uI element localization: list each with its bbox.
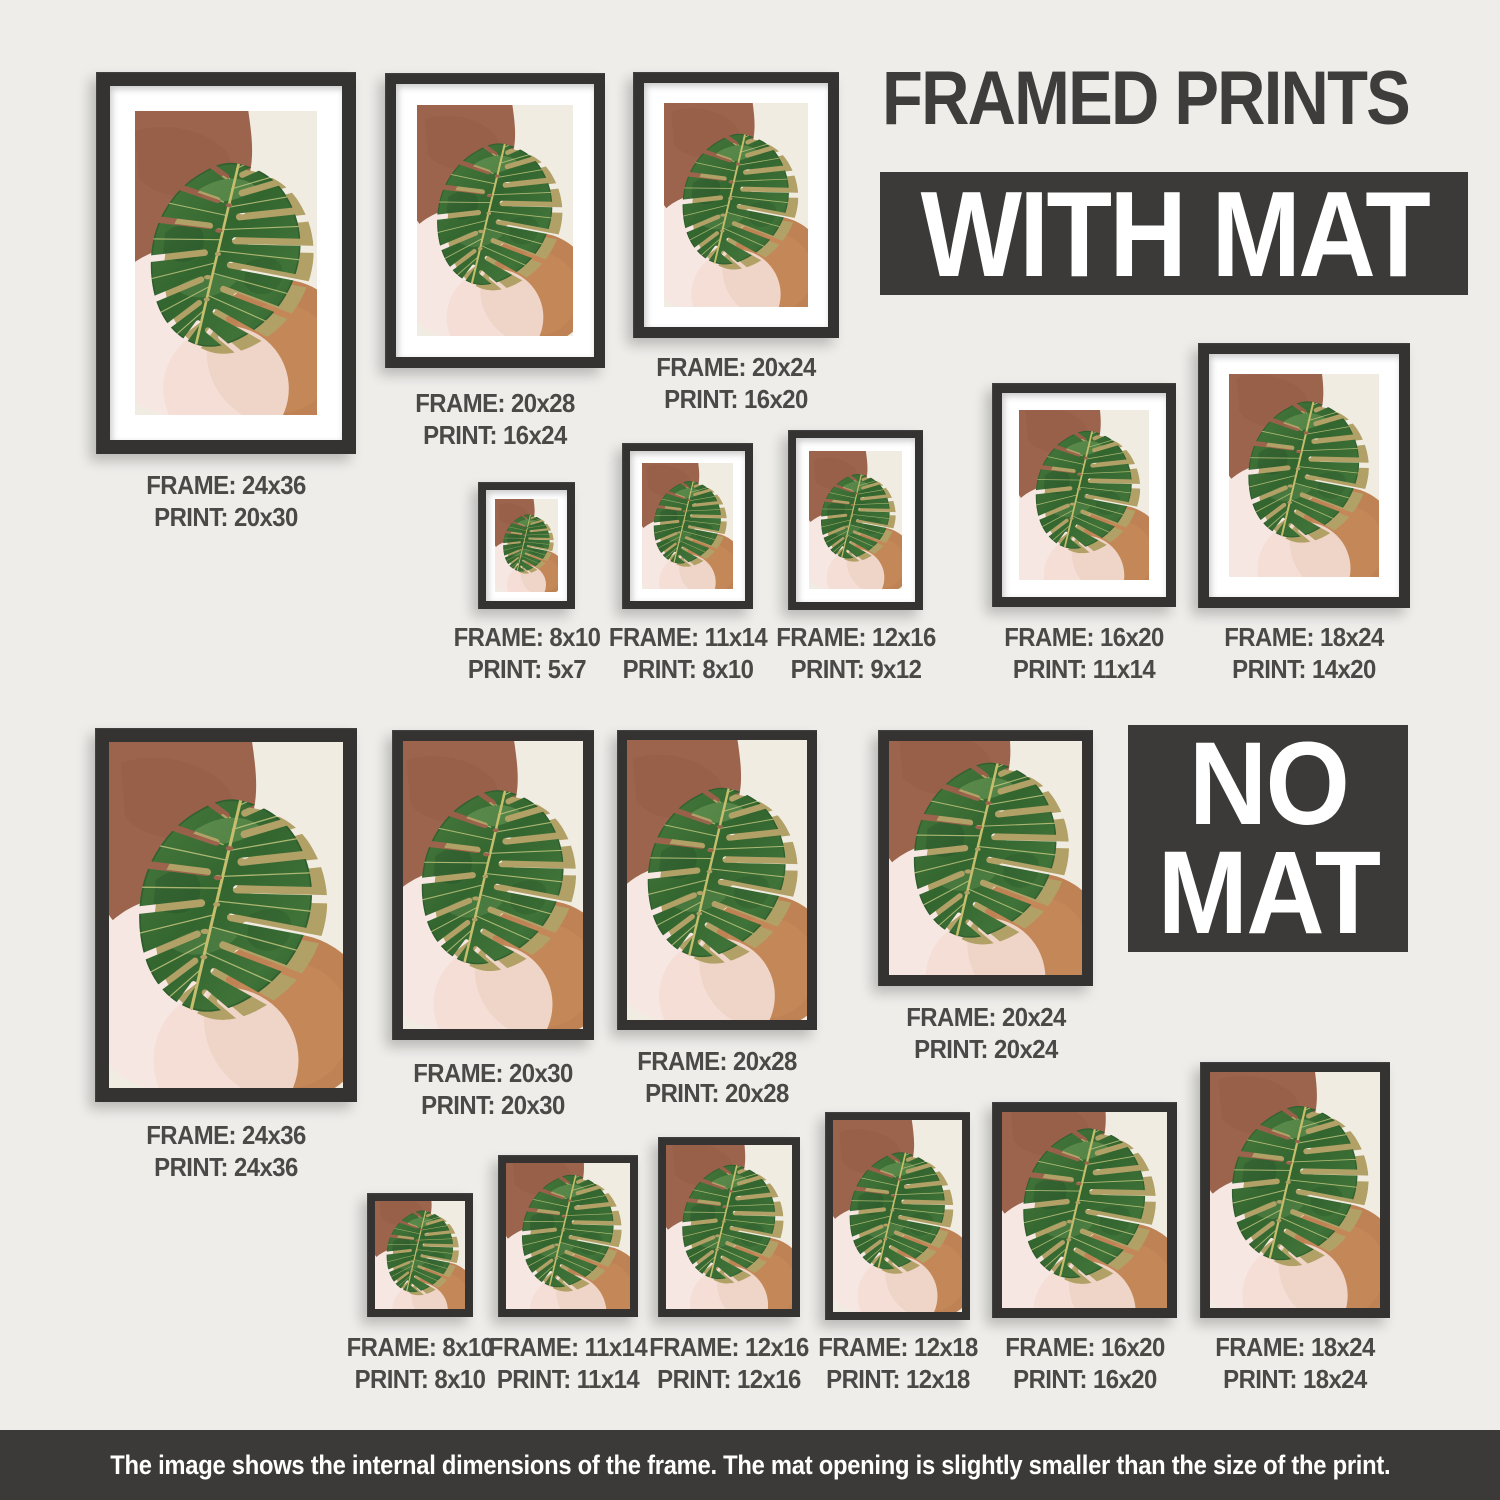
frame-size-text: FRAME: 24x36 [146, 470, 306, 500]
framed-print-20x24-no-mat [878, 730, 1093, 986]
frame-size-text: FRAME: 24x36 [146, 1120, 306, 1150]
size-label [79, 1120, 373, 1183]
framed-print-11x14-with-mat [622, 443, 753, 609]
frame-size-text: FRAME: 20x28 [415, 388, 575, 418]
frame-size-text: FRAME: 8x10 [453, 622, 600, 652]
print-size-text: PRINT: 8x10 [622, 653, 753, 684]
mat-board [486, 490, 567, 601]
framed-print-24x36-with-mat [96, 72, 356, 454]
framed-print-20x28-no-mat [617, 730, 817, 1030]
size-label [79, 470, 373, 533]
print-size-text: PRINT: 14x20 [1232, 653, 1376, 684]
frame-size-text: FRAME: 8x10 [346, 1332, 494, 1362]
mat-board [630, 451, 745, 601]
framed-print-20x24-with-mat [633, 72, 839, 338]
size-label [1148, 1332, 1442, 1395]
mat-board [1209, 354, 1399, 597]
mat-board [110, 86, 342, 440]
mat-board [796, 438, 915, 602]
monstera-artwork [666, 1145, 792, 1309]
frame-size-text: FRAME: 11x14 [488, 1332, 648, 1362]
monstera-artwork [1229, 374, 1379, 577]
size-label [1157, 622, 1451, 685]
mat-board [396, 84, 594, 357]
framed-print-18x24-no-mat [1200, 1062, 1390, 1318]
framed-print-20x28-with-mat [385, 73, 605, 368]
framed-print-20x30-no-mat [392, 730, 594, 1040]
print-size-text: PRINT: 20x30 [421, 1089, 565, 1120]
frame-size-text: FRAME: 18x24 [1215, 1332, 1375, 1362]
monstera-artwork [1210, 1072, 1380, 1308]
framed-print-24x36-no-mat [95, 728, 357, 1102]
frame-size-text: FRAME: 16x20 [1004, 622, 1164, 652]
framed-print-16x20-no-mat [992, 1102, 1177, 1318]
print-size-text: PRINT: 16x20 [664, 383, 808, 414]
monstera-artwork [664, 103, 808, 307]
frame-size-text: FRAME: 16x20 [1004, 1332, 1165, 1362]
print-size-text: PRINT: 9x12 [790, 653, 921, 684]
print-size-text: PRINT: 12x16 [657, 1363, 801, 1394]
monstera-artwork [403, 741, 583, 1029]
frame-size-text: FRAME: 12x16 [775, 622, 936, 652]
size-label [570, 1046, 864, 1109]
framed-print-18x24-with-mat [1198, 343, 1410, 608]
no-mat-badge [1128, 717, 1408, 959]
monstera-artwork [1002, 1112, 1167, 1308]
framed-print-12x18-no-mat [825, 1112, 970, 1320]
size-label [838, 1002, 1132, 1065]
footer-note: The image shows the internal dimensions of the frame. The mat opening is slightly smaller than the size of the print. [109, 1449, 1391, 1480]
frame-size-text: FRAME: 12x18 [817, 1332, 978, 1362]
monstera-artwork [1019, 410, 1149, 580]
monstera-artwork [809, 451, 902, 589]
framed-print-8x10-with-mat [478, 482, 575, 609]
monstera-artwork [642, 463, 733, 589]
print-size-text: PRINT: 12x18 [825, 1363, 970, 1394]
monstera-artwork [375, 1201, 465, 1309]
framed-print-12x16-no-mat [658, 1137, 800, 1317]
frame-size-text: FRAME: 20x30 [413, 1058, 573, 1088]
print-size-text: PRINT: 16x20 [1012, 1363, 1157, 1394]
monstera-artwork [417, 105, 573, 336]
monstera-artwork [109, 742, 343, 1088]
print-size-text: PRINT: 24x36 [154, 1151, 298, 1182]
print-size-text: PRINT: 11x14 [1012, 653, 1156, 684]
mat-board [1002, 393, 1166, 597]
print-size-text: PRINT: 20x28 [645, 1077, 789, 1108]
framed-print-11x14-no-mat [498, 1155, 638, 1317]
print-size-text: PRINT: 20x30 [154, 501, 298, 532]
framed-print-8x10-no-mat [367, 1193, 473, 1317]
monstera-artwork [833, 1120, 962, 1312]
size-label [589, 352, 883, 415]
with-mat-badge-text: WITH MAT [920, 165, 1428, 302]
frame-size-text: FRAME: 20x24 [656, 352, 816, 382]
monstera-artwork [627, 740, 807, 1020]
print-size-text: PRINT: 16x24 [423, 419, 567, 450]
print-size-text: PRINT: 18x24 [1223, 1363, 1367, 1394]
no-mat-badge-line2: MAT [1157, 826, 1379, 959]
mat-board [644, 83, 828, 327]
footer-note-bar [0, 1430, 1500, 1500]
framed-print-12x16-with-mat [788, 430, 923, 610]
monstera-artwork [495, 499, 558, 592]
page-title: FRAMED PRINTS [882, 55, 1410, 141]
frame-size-text: FRAME: 20x28 [637, 1046, 797, 1076]
no-mat-badge-line1: NO [1188, 717, 1348, 850]
with-mat-badge [880, 165, 1468, 302]
monstera-artwork [135, 111, 317, 415]
print-size-text: PRINT: 8x10 [354, 1363, 486, 1394]
print-size-text: PRINT: 11x14 [496, 1363, 640, 1394]
print-size-text: PRINT: 5x7 [467, 653, 586, 684]
monstera-artwork [506, 1163, 630, 1309]
monstera-artwork [889, 741, 1082, 975]
frame-size-text: FRAME: 12x16 [649, 1332, 809, 1362]
frame-size-text: FRAME: 18x24 [1224, 622, 1384, 652]
framed-print-16x20-with-mat [992, 383, 1176, 607]
frame-size-text: FRAME: 11x14 [608, 622, 767, 652]
frame-size-text: FRAME: 20x24 [905, 1002, 1066, 1032]
print-size-text: PRINT: 20x24 [913, 1033, 1058, 1064]
